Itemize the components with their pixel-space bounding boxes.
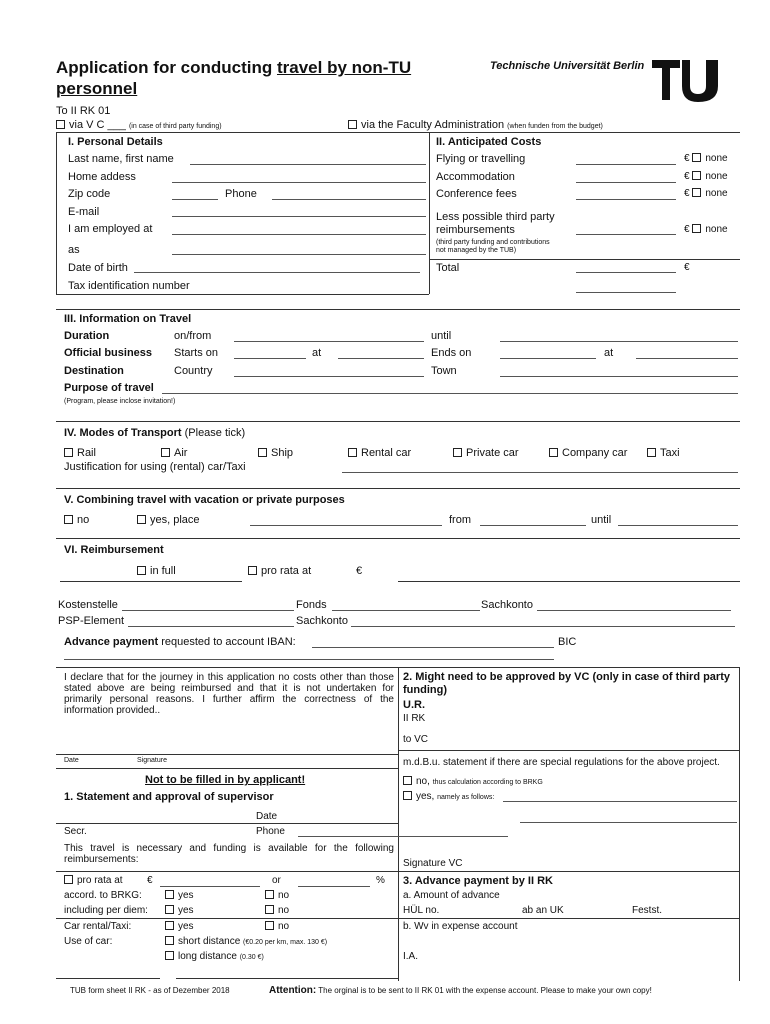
zip-label: Zip code: [68, 188, 111, 200]
employed-label: I am employed at: [68, 223, 153, 235]
per-diem-no[interactable]: no: [265, 905, 289, 916]
less-label-1: Less possible third party: [436, 211, 555, 223]
reimb-euro: €: [356, 565, 363, 577]
vacation-from-field[interactable]: [480, 525, 586, 526]
advance-amount: a. Amount of advance: [403, 890, 500, 901]
less-note-1: (third party funding and contributions: [436, 239, 550, 246]
advance-ia: I.A.: [403, 951, 419, 962]
vc-yes[interactable]: yes, namely as follows:: [403, 791, 494, 802]
transport-taxi[interactable]: Taxi: [647, 447, 680, 459]
psp-field[interactable]: [128, 626, 294, 627]
via-faculty-checkbox[interactable]: [348, 120, 357, 129]
accommodation-label: Accommodation: [436, 171, 515, 183]
total-double-line: [576, 292, 676, 293]
logo-text: berlin: [699, 48, 708, 70]
home-address-label: Home addess: [68, 171, 136, 183]
vc-heading: 2. Might need to be approved by VC (only in case of third party funding): [403, 671, 730, 696]
travel-heading: III. Information on Travel: [64, 313, 192, 325]
costs-heading: II. Anticipated Costs: [436, 136, 542, 148]
conference-field[interactable]: [576, 199, 676, 200]
form-title-line2: personnel: [56, 79, 138, 98]
university-name: Technische Universität Berlin: [490, 60, 645, 72]
iban-field-2[interactable]: [64, 659, 554, 660]
starts-time-field[interactable]: [338, 358, 424, 359]
vacation-no[interactable]: no: [64, 514, 89, 526]
dob-label: Date of birth: [68, 262, 128, 274]
supervisor-phone: Phone: [256, 826, 285, 837]
rental-no[interactable]: no: [265, 921, 289, 932]
transport-company-car[interactable]: Company car: [549, 447, 627, 459]
brkg-no[interactable]: no: [265, 890, 289, 901]
total-field[interactable]: [576, 272, 676, 273]
supervisor-date: Date: [256, 811, 278, 822]
use-car-label: Use of car:: [64, 936, 113, 947]
iban-field[interactable]: [312, 647, 554, 648]
supervisor-heading: 1. Statement and approval of supervisor: [64, 791, 274, 803]
transport-ship[interactable]: Ship: [258, 447, 293, 459]
supervisor-phone-field[interactable]: [298, 836, 508, 837]
flying-none[interactable]: € none: [684, 153, 728, 164]
per-diem-yes[interactable]: yes: [165, 905, 194, 916]
dob-field[interactable]: [134, 272, 420, 273]
zip-field[interactable]: [172, 199, 218, 200]
vc-yes-field[interactable]: [503, 801, 737, 802]
vacation-until-field[interactable]: [618, 525, 738, 526]
vc-no[interactable]: no, thus calculation according to BRKG: [403, 776, 543, 787]
rental-yes[interactable]: yes: [165, 921, 194, 932]
conference-label: Conference fees: [436, 188, 517, 200]
advance-iban-label: Advance payment requested to account IBAN:: [64, 636, 296, 648]
kostenstelle-label: Kostenstelle: [58, 599, 118, 611]
tax-label: Tax identification number: [68, 280, 190, 292]
vacation-yes[interactable]: yes, place: [137, 514, 200, 526]
vacation-until-label: until: [591, 514, 612, 526]
footer-attention: Attention: The orginal is to be sent to II RK 01 with the expense account. Please to make your own copy!: [269, 985, 652, 996]
tu-logo: [650, 48, 720, 102]
less-label-2: reimbursements: [436, 224, 515, 236]
reimb-heading: VI. Reimbursement: [64, 544, 164, 556]
not-filled-notice: Not to be filled in by applicant!: [145, 774, 306, 786]
email-field[interactable]: [172, 216, 426, 217]
accommodation-field[interactable]: [576, 182, 676, 183]
vc-signature: Signature VC: [403, 858, 463, 869]
vacation-heading: V. Combining travel with vacation or private purposes: [64, 494, 345, 506]
destination-label: Destination: [64, 365, 124, 377]
email-label: E-mail: [68, 206, 100, 218]
prorata-or: or: [272, 875, 281, 886]
purpose-note: (Program, please inclose invitation!): [64, 398, 176, 405]
as-label: as: [68, 244, 80, 256]
phone-label: Phone: [225, 188, 257, 200]
conference-none[interactable]: € none: [684, 188, 728, 199]
justification-field[interactable]: [342, 472, 738, 473]
transport-rental-car[interactable]: Rental car: [348, 447, 411, 459]
sachkonto2-label: Sachkonto: [296, 615, 348, 627]
brkg-label: accord. to BRKG:: [64, 890, 142, 901]
purpose-field[interactable]: [162, 393, 738, 394]
last-name-label: Last name, first name: [68, 153, 174, 165]
accommodation-none[interactable]: € none: [684, 171, 728, 182]
fonds-field[interactable]: [332, 610, 480, 611]
vc-to-vc: to VC: [403, 734, 429, 745]
advance-heading: 3. Advance payment by II RK: [403, 875, 553, 887]
onfrom-field[interactable]: [234, 341, 424, 342]
vc-yes-field-2[interactable]: [520, 822, 737, 823]
psp-label: PSP-Element: [58, 615, 125, 627]
vc-iirk: II RK: [403, 713, 426, 724]
official-label: Official business: [64, 347, 153, 359]
employed-field[interactable]: [172, 234, 426, 235]
transport-air[interactable]: Air: [161, 447, 187, 459]
ends-date-field[interactable]: [500, 358, 596, 359]
country-label: Country: [174, 365, 213, 377]
supervisor-secr: Secr.: [64, 826, 87, 837]
reimb-full[interactable]: in full: [137, 565, 176, 577]
footer-sheet: TUB form sheet II RK - as of Dezember 2018: [70, 986, 230, 995]
ends-at-label: at: [604, 347, 614, 359]
sachkonto-field[interactable]: [537, 610, 731, 611]
last-name-field[interactable]: [190, 164, 426, 165]
town-label: Town: [431, 365, 457, 377]
reimb-prorata[interactable]: pro rata at: [248, 565, 311, 577]
transport-rail[interactable]: Rail: [64, 447, 96, 459]
ends-time-field[interactable]: [636, 358, 738, 359]
advance-ab: ab an UK: [522, 905, 564, 916]
phone-field[interactable]: [272, 199, 426, 200]
vc-mdbu: m.d.B.u. statement if there are special regulations for the above project.: [403, 757, 720, 768]
advance-wv: b. Wv in expense account: [403, 921, 518, 932]
fonds-label: Fonds: [296, 599, 327, 611]
vc-ur: U.R.: [403, 699, 425, 711]
long-distance[interactable]: long distance (0.30 €): [165, 951, 264, 962]
starts-label: Starts on: [174, 347, 219, 359]
justification-label: Justification for using (rental) car/Taxi: [64, 461, 246, 473]
sachkonto2-field[interactable]: [351, 626, 735, 627]
flying-field[interactable]: [576, 164, 676, 165]
total-label: Total: [436, 262, 460, 274]
transport-private-car[interactable]: Private car: [453, 447, 519, 459]
as-field[interactable]: [172, 254, 426, 255]
prorata-option[interactable]: pro rata at: [64, 875, 123, 886]
until-field[interactable]: [500, 341, 738, 342]
ends-label: Ends on: [431, 347, 472, 359]
prorata-field[interactable]: [160, 886, 260, 887]
flying-label: Flying or travelling: [436, 153, 526, 165]
percent-field[interactable]: [298, 886, 370, 887]
onfrom-label: on/from: [174, 330, 212, 342]
kostenstelle-field[interactable]: [122, 610, 294, 611]
reimbursements-field[interactable]: [576, 234, 676, 235]
per-diem-label: including per diem:: [64, 905, 148, 916]
declaration-text: I declare that for the journey in this application no costs other than those stated above are being reimbursed and that it is not undertaken for primarily personal reasons. I further affirm the correctness of the information provided..: [64, 672, 394, 716]
advance-festst: Festst.: [632, 905, 663, 916]
via-faculty-option[interactable]: via the Faculty Administration (when funden from the budget): [348, 119, 603, 131]
declaration-signature: Signature: [137, 757, 167, 764]
sachkonto-label: Sachkonto: [481, 599, 533, 611]
via-vc-checkbox[interactable]: [56, 120, 65, 129]
vacation-place-field[interactable]: [250, 525, 442, 526]
total-euro: €: [684, 262, 690, 273]
transport-heading: IV. Modes of Transport (Please tick): [64, 427, 246, 439]
declaration-date: Date: [64, 757, 79, 764]
starts-at-label: at: [312, 347, 322, 359]
prorata-percent: %: [376, 875, 385, 886]
short-distance[interactable]: short distance (€0.20 per km, max. 130 €): [165, 936, 327, 947]
advance-hul: HÜL no.: [403, 905, 440, 916]
supervisor-text: This travel is necessary and funding is available for the following reimbursements:: [64, 843, 394, 865]
until-label: until: [431, 330, 452, 342]
via-vc-option[interactable]: via V C ___ (in case of third party funding): [56, 119, 222, 131]
duration-label: Duration: [64, 330, 110, 342]
prorata-euro: €: [147, 875, 153, 886]
less-note-2: not managed by the TUB): [436, 247, 517, 254]
home-address-field[interactable]: [172, 182, 426, 183]
town-field[interactable]: [500, 376, 738, 377]
to-line: To II RK 01: [56, 105, 111, 117]
vacation-from-label: from: [449, 514, 471, 526]
reimbursements-none[interactable]: € none: [684, 224, 728, 235]
purpose-label: Purpose of travel: [64, 382, 154, 394]
rental-label: Car rental/Taxi:: [64, 921, 132, 932]
personal-heading: I. Personal Details: [68, 136, 163, 148]
country-field[interactable]: [234, 376, 424, 377]
bic-label: BIC: [558, 636, 577, 648]
brkg-yes[interactable]: yes: [165, 890, 194, 901]
form-title: Application for conducting travel by non-TU: [56, 58, 412, 77]
starts-date-field[interactable]: [234, 358, 306, 359]
